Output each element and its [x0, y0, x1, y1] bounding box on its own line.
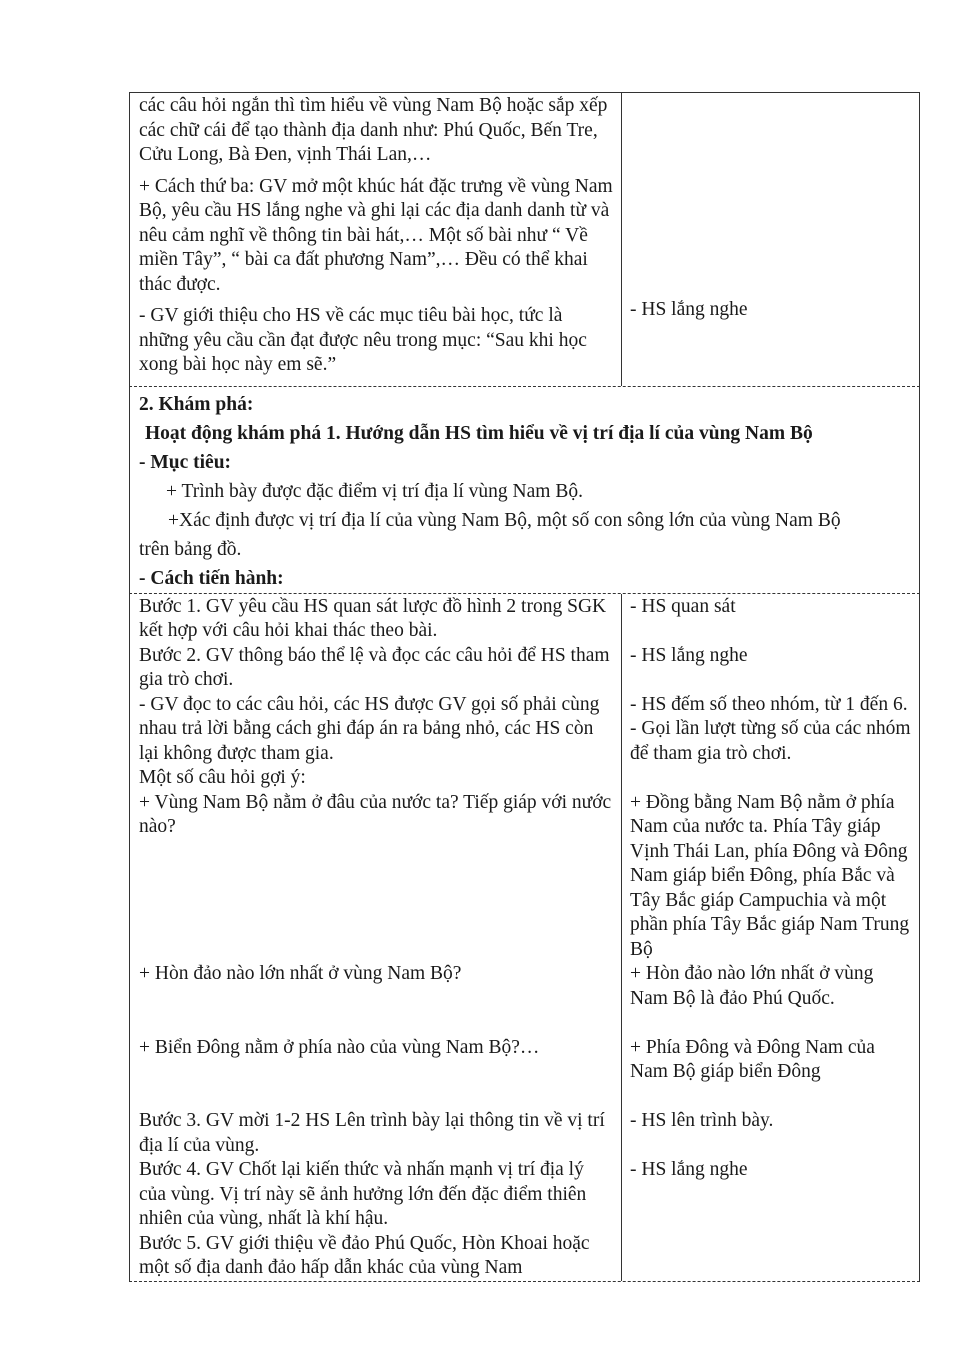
- step-4-student: - HS lắng nghe: [630, 1159, 748, 1180]
- intro-text-2: + Cách thứ ba: GV mở một khúc hát đặc trưng về vùng Nam Bộ, yêu cầu HS lắng nghe và ghi lại các địa danh danh từ và nêu cảm nghĩ về thông tin bài hát,… Một số bài như “ Về miền Tây”, “ bài ca đất phương Nam”,… Đều có thể khai thác được.: [139, 175, 613, 295]
- step-1-teacher: Bước 1. GV yêu cầu HS quan sát lược đồ hình 2 trong SGK kết hợp với câu hỏi khai thác theo bài.: [139, 595, 607, 641]
- step-1-student: - HS quan sát: [630, 595, 736, 617]
- step-gv-reads-student: - HS đếm số theo nhóm, từ 1 đến 6. - Gọi lần lượt từng số của các nhóm để tham gia trò chơi.: [630, 693, 911, 764]
- goal-1: + Trình bày được đặc điểm vị trí địa lí vùng Nam Bộ.: [166, 480, 583, 502]
- goal-2b: trên bảng đồ.: [139, 538, 242, 560]
- intro-text-1: các câu hỏi ngắn thì tìm hiểu về vùng Nam Bộ hoặc sắp xếp các chữ cái để tạo thành địa danh như: Phú Quốc, Bến Tre, Cửu Long, Bà Đen, vịnh Thái Lan,…: [139, 95, 608, 165]
- question-3-student: + Phía Đông và Đông Nam của Nam Bộ giáp biển Đông: [630, 1036, 875, 1082]
- steps-teacher-cell: [130, 594, 622, 1281]
- question-1-teacher: Một số câu hỏi gợi ý: + Vùng Nam Bộ nằm ở đâu của nước ta? Tiếp giáp với nước nào?: [139, 767, 612, 837]
- question-1-student: + Đồng bằng Nam Bộ nằm ở phía Nam của nước ta. Phía Tây giáp Vịnh Thái Lan, phía Đông và Đông Nam giáp biển Đông, phía Bắc và Tây Bắc giáp Campuchia và một phần phía Tây Bắc giáp Nam Trung Bộ: [630, 791, 910, 960]
- step-3-student: - HS lên trình bày.: [630, 1110, 774, 1131]
- step-5-teacher: Bước 5. GV giới thiệu về đảo Phú Quốc, Hòn Khoai hoặc một số địa danh đảo hấp dẫn khác của vùng Nam: [139, 1232, 590, 1278]
- goal-label: - Mục tiêu:: [139, 451, 232, 473]
- section-heading: 2. Khám phá:: [139, 393, 254, 415]
- intro-row: [129, 92, 920, 387]
- question-2-teacher: + Hòn đảo nào lớn nhất ở vùng Nam Bộ?: [139, 963, 462, 984]
- step-gv-reads-teacher: - GV đọc to các câu hỏi, các HS được GV gọi số phải cùng nhau trả lời bằng cách ghi đáp án ra bảng nhỏ, các HS còn lại không được tham gia.: [139, 693, 600, 764]
- method-label: - Cách tiến hành:: [139, 567, 284, 589]
- question-3-teacher: + Biển Đông nằm ở phía nào của vùng Nam Bộ?…: [139, 1036, 540, 1058]
- steps-student-cell: [622, 594, 919, 1281]
- step-2-teacher: Bước 2. GV thông báo thể lệ và đọc các câu hỏi để HS tham gia trò chơi.: [139, 644, 610, 690]
- intro-teacher-cell: [130, 93, 622, 386]
- intro-student-text: - HS lắng nghe: [630, 299, 748, 320]
- question-2-student: + Hòn đảo nào lớn nhất ở vùng Nam Bộ là đảo Phú Quốc.: [630, 963, 874, 1009]
- intro-text-3: - GV giới thiệu cho HS về các mục tiêu bài học, tức là những yêu cầu cần đạt được nêu trong mục: “Sau khi học xong bài học này em sẽ.”: [139, 305, 587, 375]
- activity-heading: Hoạt động khám phá 1. Hướng dẫn HS tìm hiểu về vị trí địa lí của vùng Nam Bộ: [145, 422, 813, 444]
- steps-row: [129, 594, 920, 1282]
- step-4-teacher: Bước 4. GV Chốt lại kiến thức và nhấn mạnh vị trí địa lý của vùng. Vị trí này sẽ ảnh hưởng lớn đến đặc điểm thiên nhiên của vùng, nhất là khí hậu.: [139, 1159, 587, 1229]
- goal-2a: +Xác định được vị trí địa lí của vùng Nam Bộ, một số con sông lớn của vùng Nam Bộ: [168, 509, 841, 531]
- step-2-student: - HS lắng nghe: [630, 644, 748, 666]
- lesson-plan-table: [129, 92, 920, 1282]
- step-3-teacher: Bước 3. GV mời 1-2 HS Lên trình bày lại thông tin về vị trí địa lí của vùng.: [139, 1110, 605, 1156]
- step-5-student: [630, 1232, 911, 1281]
- intro-student-cell: [622, 93, 919, 386]
- section-kham-pha: [129, 387, 920, 594]
